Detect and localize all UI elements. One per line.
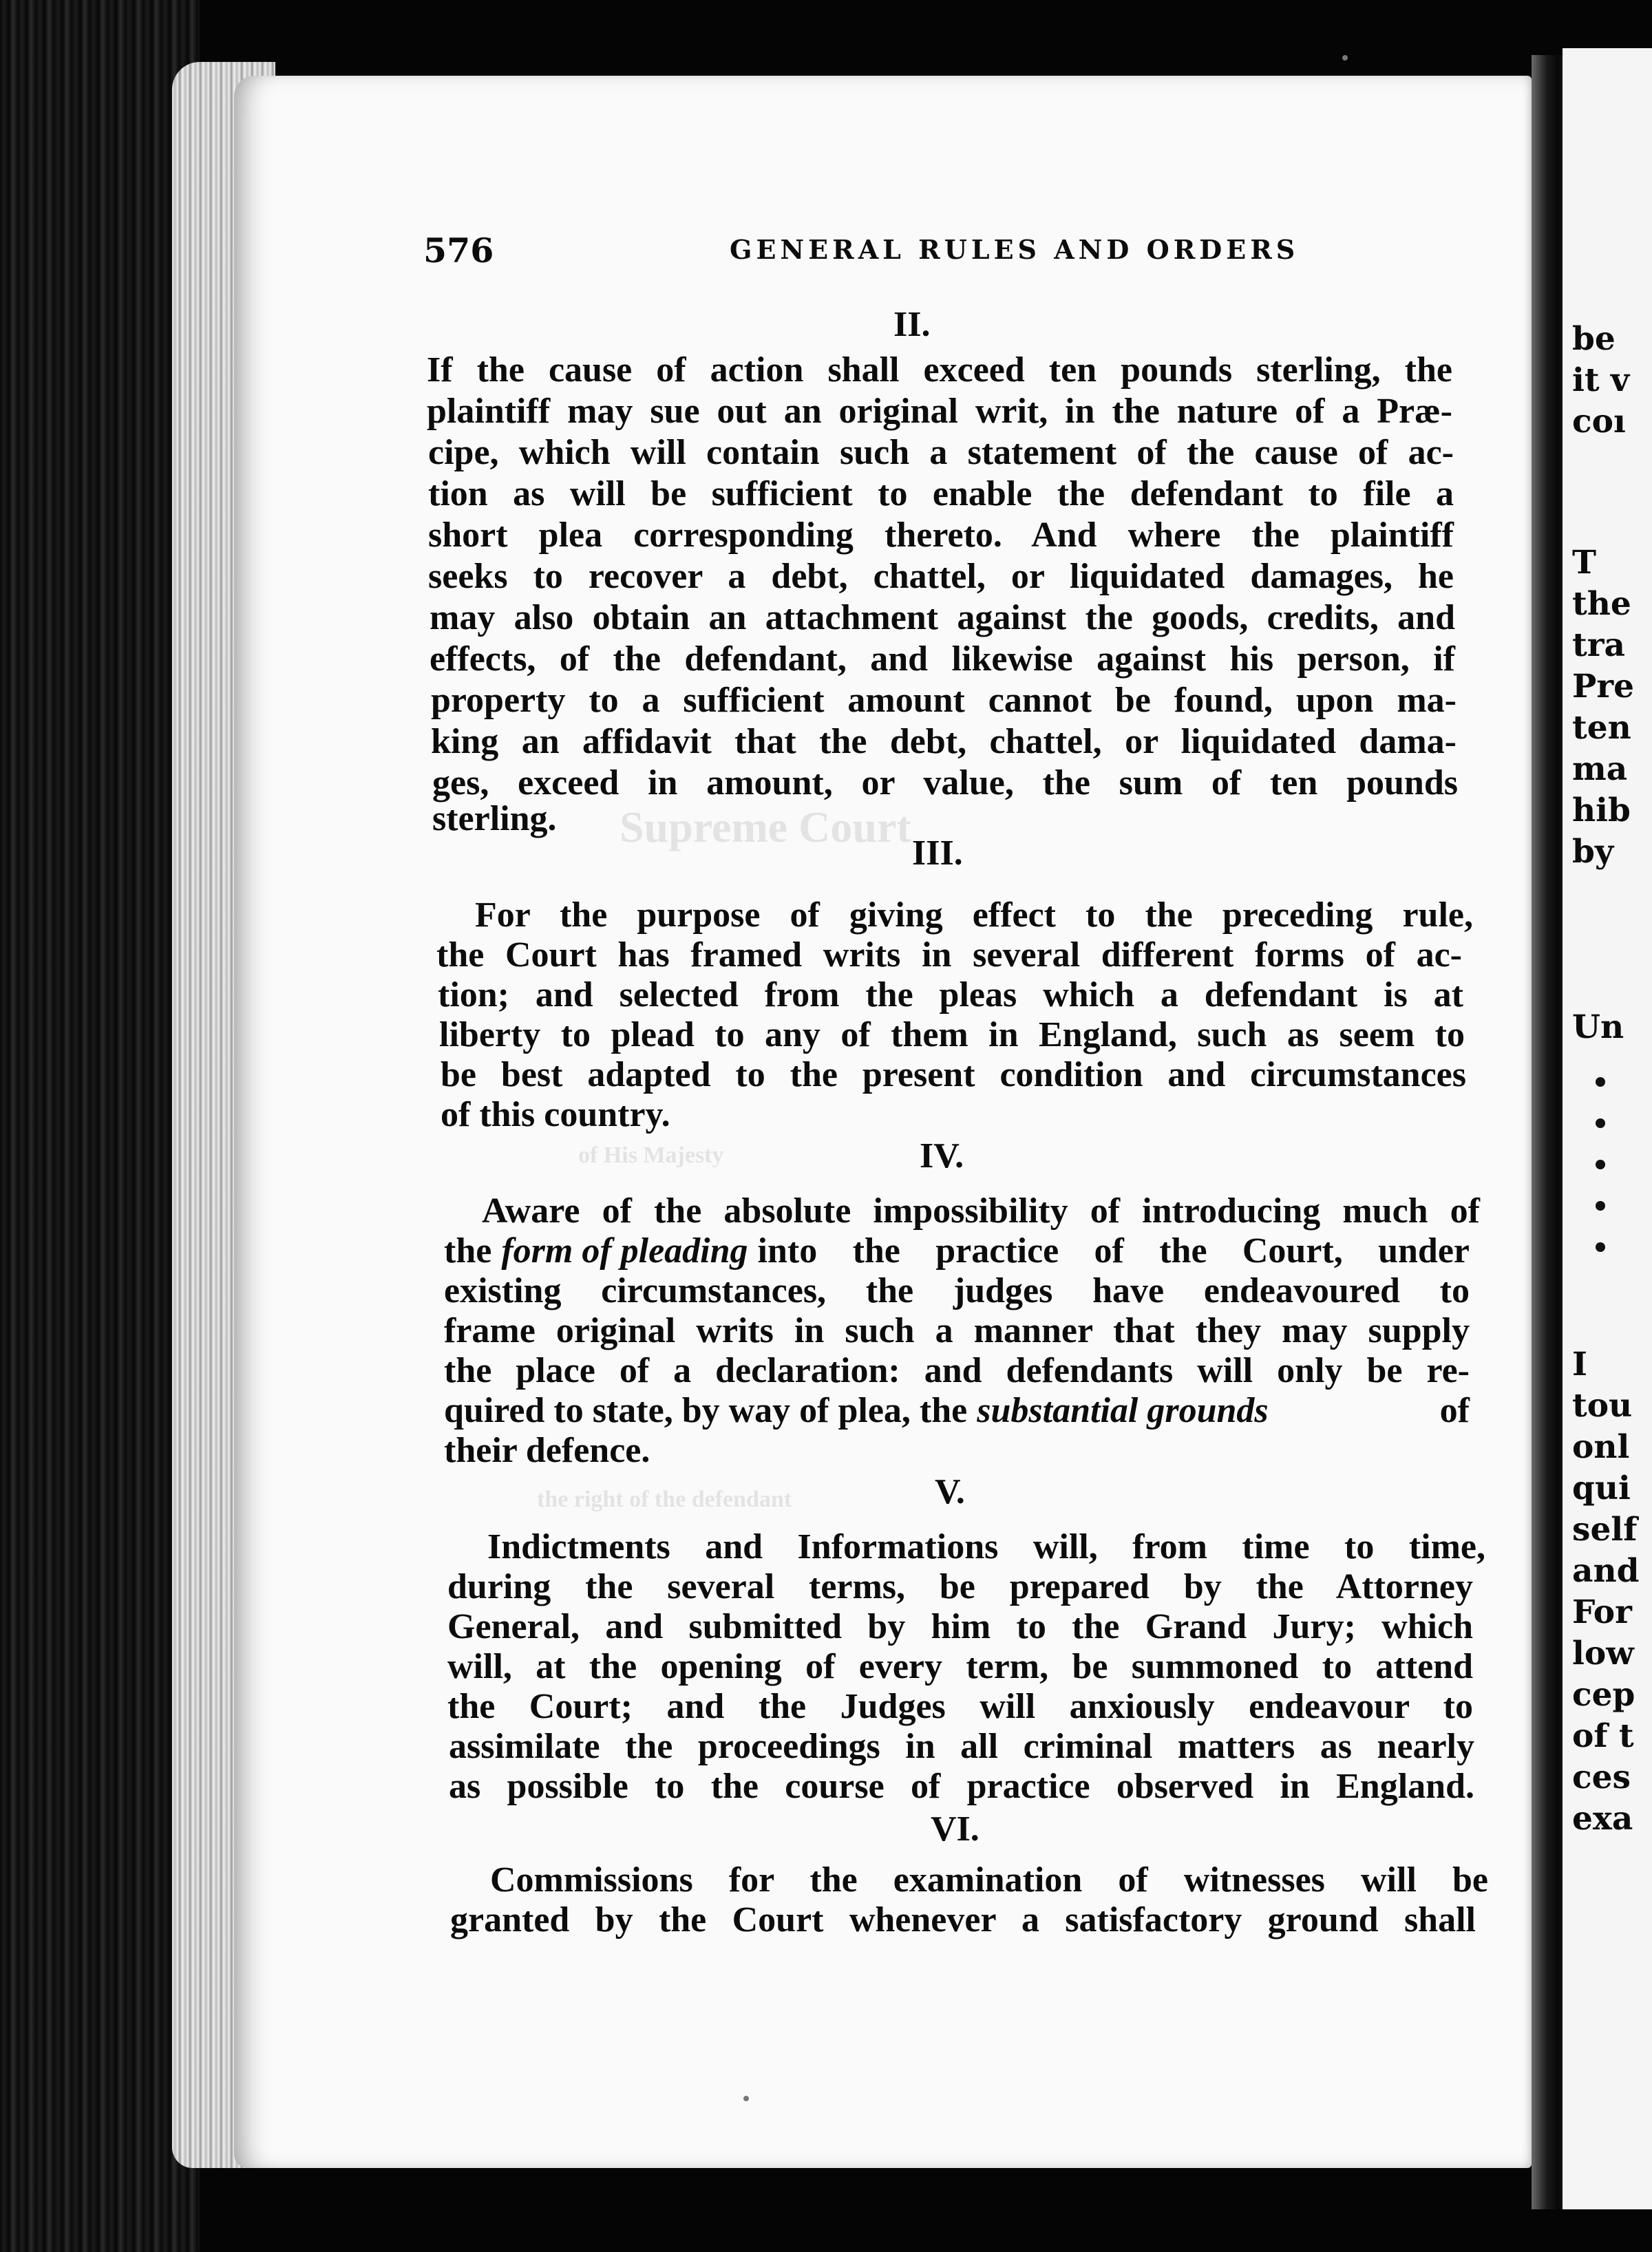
facing-page-fragment: ma bbox=[1572, 750, 1628, 788]
section-numeral: V. bbox=[935, 1472, 965, 1511]
text-line: during the several terms, be prepared by the Attorney bbox=[447, 1567, 1473, 1606]
text-line: sterling. bbox=[432, 799, 557, 838]
page-number: 576 bbox=[423, 231, 494, 270]
facing-page-fragment: onl bbox=[1572, 1428, 1630, 1466]
facing-page-fragment: Un bbox=[1572, 1008, 1624, 1046]
bullet-dot bbox=[1596, 1118, 1605, 1128]
text-line: existing circumstances, the judges have endeavoured to bbox=[444, 1271, 1470, 1310]
bleed-through-ghost-text: Supreme Court bbox=[620, 803, 911, 851]
facing-page-fragment: Pre bbox=[1572, 668, 1635, 705]
text-line: the place of a declaration: and defendants will only be re- bbox=[444, 1351, 1470, 1390]
facing-page-fragment: For bbox=[1572, 1593, 1632, 1631]
section-numeral: IV. bbox=[920, 1136, 964, 1176]
section-numeral: VI. bbox=[931, 1809, 979, 1849]
italic-phrase: substantial grounds bbox=[977, 1391, 1269, 1430]
text-line: effects, of the defendant, and likewise against his person, if bbox=[430, 639, 1455, 679]
text-span: into the practice of the Court, under bbox=[757, 1231, 1470, 1271]
text-line: granted by the Court whenever a satisfactory ground shall bbox=[450, 1900, 1476, 1940]
text-line: assimilate the proceedings in all criminal matters as nearly bbox=[449, 1727, 1474, 1766]
text-line: liberty to plead to any of them in England, such as seem to bbox=[439, 1015, 1465, 1054]
facing-page-fragment: it v bbox=[1572, 361, 1630, 399]
bleed-through-ghost-text: of His Majesty bbox=[578, 1143, 724, 1168]
bullet-dot bbox=[1596, 1201, 1605, 1211]
text-span: the bbox=[444, 1231, 492, 1271]
text-span: of bbox=[1439, 1391, 1470, 1430]
bullet-dot bbox=[1596, 1242, 1605, 1252]
text-line: plaintiff may sue out an original writ, in the nature of a Præ- bbox=[427, 392, 1452, 431]
facing-page-fragment: ces bbox=[1572, 1759, 1631, 1796]
text-line: the Court; and the Judges will anxiously endeavour to bbox=[447, 1687, 1473, 1726]
facing-page-fragment: self bbox=[1572, 1511, 1638, 1549]
text-line-with-italic bbox=[444, 1231, 1470, 1272]
facing-page-fragment: tou bbox=[1572, 1387, 1633, 1425]
text-line-with-italic bbox=[444, 1390, 1470, 1432]
facing-page-fragment: coı bbox=[1572, 403, 1626, 440]
text-line: of this country. bbox=[441, 1095, 670, 1134]
facing-page-fragment: T bbox=[1572, 544, 1596, 582]
section-numeral: II. bbox=[893, 305, 931, 344]
text-line: short plea corresponding thereto. And where the plaintiff bbox=[428, 516, 1454, 555]
bullet-dot bbox=[1596, 1160, 1605, 1169]
text-span: quired to state, by way of plea, the bbox=[444, 1391, 968, 1430]
text-line: cipe, which will contain such a statement of the cause of ac- bbox=[428, 433, 1454, 472]
facing-page bbox=[1563, 48, 1652, 2209]
text-line: the Court has framed writs in several different forms of ac- bbox=[436, 935, 1462, 975]
facing-page-fragment: cep bbox=[1572, 1676, 1635, 1714]
text-line: tion; and selected from the pleas which a defendant is at bbox=[438, 975, 1463, 1015]
bullet-dot bbox=[1596, 1077, 1605, 1087]
text-line: as possible to the course of practice observed in England. bbox=[449, 1767, 1474, 1806]
text-line: tion as will be sufficient to enable the defendant to file a bbox=[428, 474, 1454, 513]
facing-page-fragment: by bbox=[1572, 833, 1614, 871]
text-line: will, at the opening of every term, be summoned to attend bbox=[447, 1647, 1473, 1686]
text-line: be best adapted to the present condition and circumstances bbox=[441, 1055, 1466, 1094]
italic-phrase: form of pleading bbox=[501, 1231, 748, 1271]
facing-page-fragment: exa bbox=[1572, 1800, 1633, 1838]
facing-page-fragment: I bbox=[1572, 1346, 1587, 1383]
scan-speck bbox=[1342, 55, 1348, 61]
text-line: ges, exceed in amount, or value, the sum of ten pounds bbox=[432, 763, 1458, 803]
facing-page-fragment: hib bbox=[1572, 792, 1631, 829]
text-line: If the cause of action shall exceed ten pounds sterling, the bbox=[427, 350, 1452, 390]
facing-page-fragment: and bbox=[1572, 1552, 1640, 1590]
scan-speck bbox=[743, 2096, 749, 2101]
text-line: property to a sufficient amount cannot be found, upon ma- bbox=[431, 681, 1457, 720]
text-line: frame original writs in such a manner that they may supply bbox=[444, 1311, 1470, 1350]
facing-page-fragment: ten bbox=[1572, 709, 1631, 747]
facing-page-fragment: be bbox=[1572, 320, 1616, 358]
running-head: GENERAL RULES AND ORDERS bbox=[730, 234, 1300, 265]
text-line: General, and submitted by him to the Grand Jury; which bbox=[447, 1607, 1473, 1646]
bleed-through-ghost-text: the right of the defendant bbox=[537, 1487, 792, 1512]
facing-page-fragment: qui bbox=[1572, 1469, 1631, 1507]
text-line: king an affidavit that the debt, chattel, or liquidated dama- bbox=[431, 722, 1457, 761]
facing-page-fragment: the bbox=[1572, 585, 1631, 623]
facing-page-fragment: tra bbox=[1572, 626, 1625, 664]
text-line: Commissions for the examination of witnesses will be bbox=[490, 1860, 1488, 1900]
section-numeral: III. bbox=[912, 833, 963, 873]
text-line: Indictments and Informations will, from time to time, bbox=[487, 1527, 1485, 1566]
text-line: seeks to recover a debt, chattel, or liquidated damages, he bbox=[428, 557, 1454, 596]
facing-page-fragment: of t bbox=[1572, 1717, 1634, 1755]
text-line: Aware of the absolute impossibility of introducing much of bbox=[482, 1191, 1480, 1231]
text-line: their defence. bbox=[444, 1431, 650, 1470]
text-line: For the purpose of giving effect to the preceding rule, bbox=[475, 895, 1473, 935]
book-spine-edge bbox=[0, 0, 200, 2252]
text-line: may also obtain an attachment against the goods, credits, and bbox=[430, 598, 1455, 637]
facing-page-fragment: low bbox=[1572, 1635, 1634, 1672]
